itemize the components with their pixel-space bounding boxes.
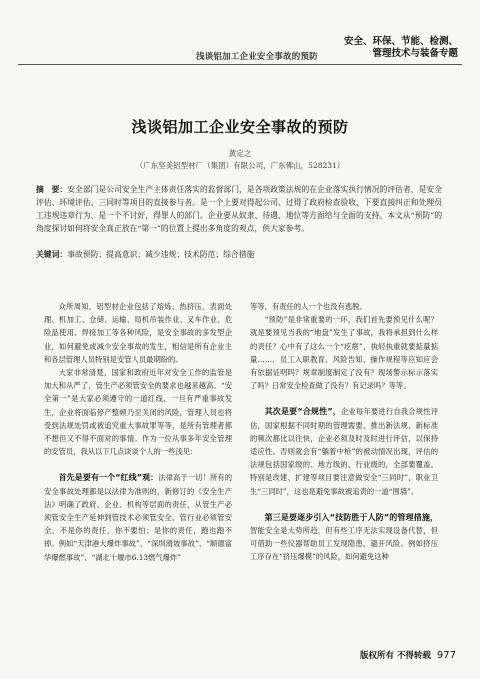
point-text: 法律高于一切！所有的安全事故处理都是以法律为准则的，新修订的《安全生产法》明确了政府、企业、机构等层面的责任，从管生产必须管安全生产延伸到管技术必须管安全、管行业必须管安全、不是你的责任，你不要怕；是你的责任，跑也跑不掉。例如“天津港大爆炸事故”、“深圳滑坡事故”、“顺德富华爆燃事故”、“湖北十堰市6.13燃气爆炸”	[44, 473, 233, 562]
paragraph: 众所周知，铝型材企业包括了熔炼、热挤压、表面处理、机加工、仓储、运输、局机吊装作业、叉车作业、危险品使用、焊接加工等各种风险，是安全事故的多发型企业，如何避免或减少安全事故的发生，相信是所有企业主和各层管理人员特别是安管人员最期盼的。	[44, 302, 232, 364]
point-heading: 首先是要有一个“红线”观：	[58, 473, 159, 483]
keywords	[36, 248, 442, 261]
paragraph: “预防”是非常重要的一环，我们首先要预见什么呢？就是要预见当我的“地盘”发生了事故，我将承担到什么样的责任？心中有了这么一个“疙瘩”，执轻执重就要掂量掂量……．员工入职教育、风险告知、操作规程等应知应会有依据证明吗？规章制度制定了没有？现场警示标示落实了吗？日常安全检查做了没有？有记录吗？等等。	[250, 315, 438, 391]
point-text: 企业每年要进行自我合规性评估，国家根据不同时期的管理需要，推出新法规、新标准的频次都比以往快，企业必须及时及时进行评估，以保持适应性。否则就会有“躺着中枪”的被动情况出现，评估的法规包括国家级的、地方级的、行业级的，全部要覆盖。特别是改建、扩建等项目要注意做安全“三同时”，职业卫生“三同时”，这也是避免事故被追责的一道“围墙”。	[250, 407, 439, 496]
page-number: 977	[436, 650, 456, 661]
body-column-right	[250, 300, 438, 564]
page-header	[0, 0, 480, 62]
point-heading: 其次是要“合规性”，	[264, 407, 341, 417]
author-affiliation: （广东坚美铝型材厂（集团）有限公司，广东佛山，528231）	[135, 161, 345, 170]
abstract	[36, 183, 442, 235]
section-label-line2: 管理技术与装备专题	[372, 48, 458, 59]
running-title: 浅谈铝加工企业安全事故的预防	[196, 52, 318, 62]
header-rule	[18, 64, 462, 65]
keywords-label: 关键词：	[36, 250, 68, 259]
author-name: 黄定之	[228, 149, 252, 158]
abstract-label: 摘 要：	[36, 185, 68, 194]
page-footer	[360, 649, 456, 661]
body-column-left	[44, 300, 232, 564]
abstract-text: 安全部门是公司安全生产主体责任落实的监督部门，是各项政策法规的在企业落实执行情况的评估者，是安全评估、环境评估、三同时等项目的直接参与者。是一个上要对得起公司、过得了政府检查验收，下要直接纠正和处理员工违规违章行为、是一个不讨好，得罪人的部门。企业要从奴隶、待遇、地位等方面给与全面的支持。本文从“预防”的角度探讨如何将安全真正放在“第一”的位置上提出多角度的观点，供大家参考。	[36, 185, 442, 233]
paragraph: 等等，有责任的人一个也没有逃脱。	[250, 302, 367, 311]
paragraph-second-point	[250, 405, 438, 497]
paragraph-first-point	[44, 471, 232, 563]
paragraph-third-point	[250, 511, 438, 564]
keywords-text: 事故预防；提高意识；减少违规；技术防范；综合措施	[67, 250, 255, 259]
point-heading: 第三是要逐步引入“技防胜于人防”的管理措施，	[264, 512, 438, 522]
article-title: 浅谈铝加工企业安全事故的预防	[131, 118, 349, 136]
section-label	[344, 36, 458, 60]
copyright-slogan: 版权所有 不得转载	[359, 651, 431, 661]
point-text: 智能安全是大势所趋，但有些工序无法实现设备代替，但可借助一些仪器帮助员工发现隐患、避开风险。例如挤压工序存在“挤压爆模”的风险，如何避免这种	[250, 526, 438, 562]
paragraph: 大家非常清楚，国家和政府近年对安全工作的监管是加大和从严了，管生产必须管安全的要求也越来越高。“安全第一”是大家必须遵守的一道红线，一旦有严重事故发生，企业将面临停产整顿乃至关闭的风险，管理人员也将受到法规处罚或被追究重大事故罪等等，是所有管理者都不想但又不得不面对的事情。作为一位从事多年安全管理的安管员，我从以下几点谈谈个人的一些浅见：	[44, 368, 232, 457]
section-label-line1: 安全、环保、节能、检测、	[343, 36, 458, 47]
